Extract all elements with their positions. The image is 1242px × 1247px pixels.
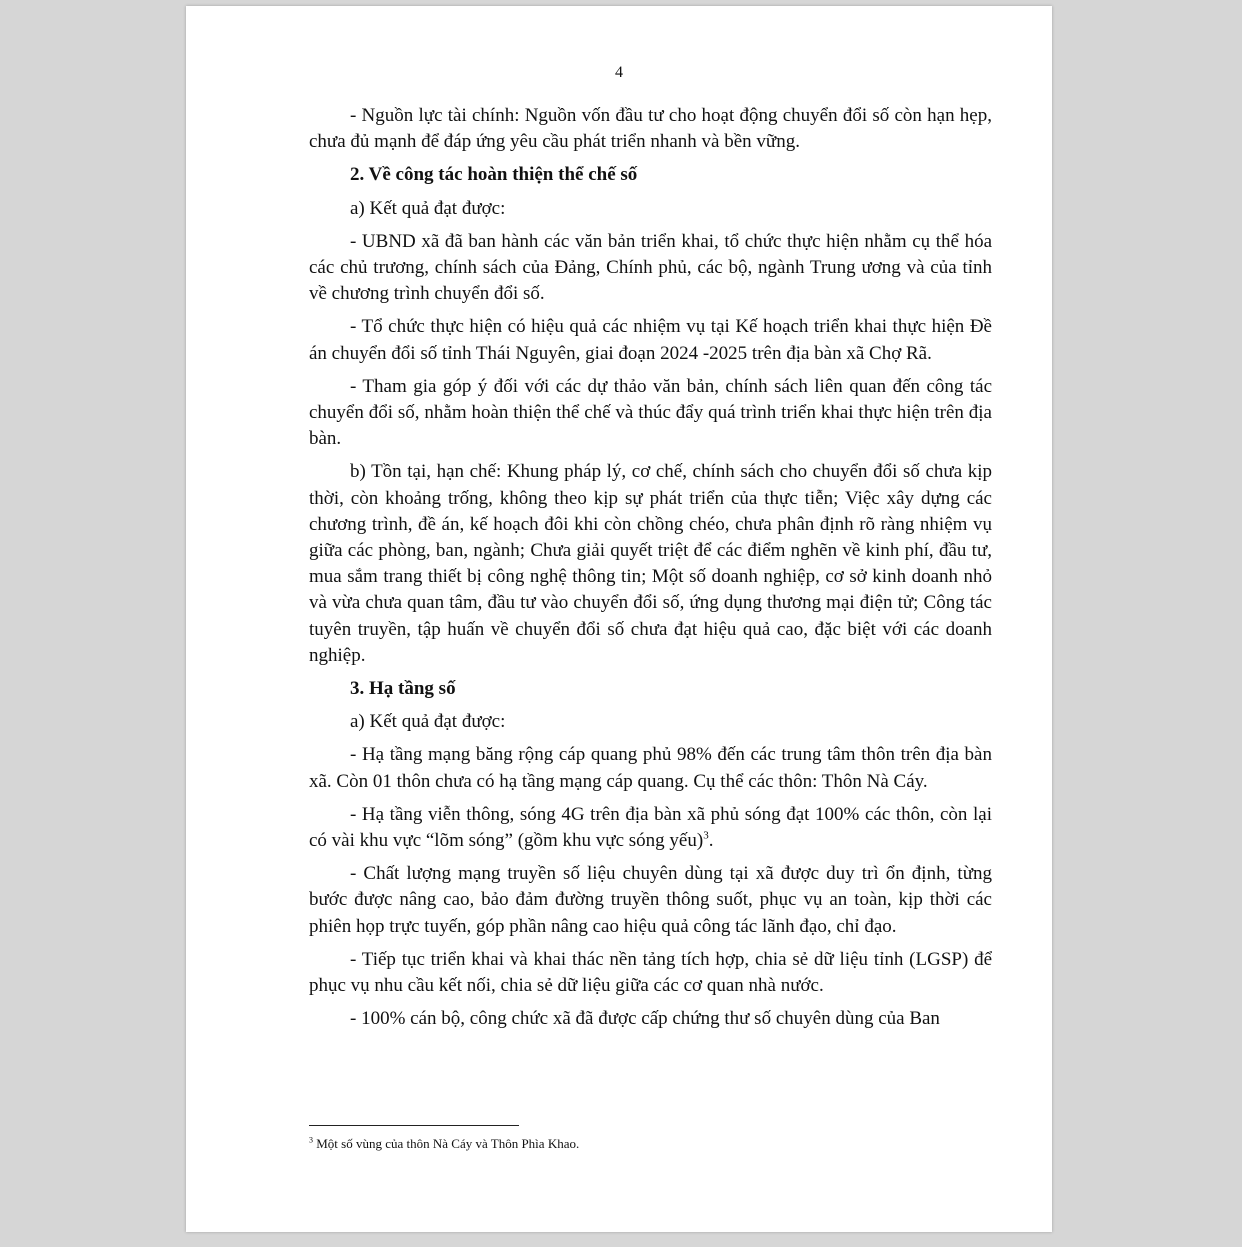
paragraph-draft-feedback: - Tham gia góp ý đối với các dự thảo văn bản, chính sách liên quan đến công tác chuyển đổi số, nhằm hoàn thiện thể chế và thúc đẩy quá trình triển khai thực hiện trên địa bàn. xyxy=(309,375,992,450)
footnote-text: Một số vùng của thôn Nà Cáy và Thôn Phìa Khao. xyxy=(313,1136,580,1151)
paragraph-lgsp-platform: - Tiếp tục triển khai và khai thác nền tảng tích hợp, chia sẻ dữ liệu tỉnh (LGSP) để phục vụ nhu cầu kết nối, chia sẻ dữ liệu giữa các cơ quan nhà nước. xyxy=(309,948,992,997)
footnote xyxy=(309,1136,579,1152)
paragraph-4g-period: . xyxy=(708,830,714,852)
subheading-results: a) Kết quả đạt được: xyxy=(350,197,506,219)
footnote-divider xyxy=(309,1125,519,1126)
footnote-reference[interactable]: 3 xyxy=(703,829,709,842)
paragraph-ubnd-documents: - UBND xã đã ban hành các văn bản triển khai, tổ chức thực hiện nhằm cụ thể hóa các chủ trương, chính sách của Đảng, Chính phủ, các bộ, ngành Trung ương và của tỉnh về chương trình chuyển đổi số. xyxy=(309,230,992,305)
section-heading-digital-infrastructure: 3. Hạ tầng số xyxy=(350,678,456,700)
page-number: 4 xyxy=(615,64,623,81)
footnote-marker: 3 xyxy=(309,1135,313,1145)
document-page xyxy=(186,6,1052,1232)
document-body xyxy=(309,103,992,1040)
paragraph-plan-implementation: - Tổ chức thực hiện có hiệu quả các nhiệm vụ tại Kế hoạch triển khai thực hiện Đề án chuyển đổi số tỉnh Thái Nguyên, giai đoạn 2024 -2025 trên địa bàn xã Chợ Rã. xyxy=(309,316,992,364)
paragraph-financial-resources: - Nguồn lực tài chính: Nguồn vốn đầu tư cho hoạt động chuyển đổi số còn hạn hẹp, chưa đủ mạnh để đáp ứng yêu cầu phát triển nhanh và bền vững. xyxy=(309,105,992,153)
paragraph-digital-certificates: - 100% cán bộ, công chức xã đã được cấp chứng thư số chuyên dùng của Ban xyxy=(350,1008,940,1030)
paragraph-limitations: b) Tồn tại, hạn chế: Khung pháp lý, cơ chế, chính sách cho chuyển đổi số chưa kịp thời, còn khoảng trống, không theo kịp sự phát triển của thực tiễn; Việc xây dựng các chương trình, đề án, kế hoạch đôi khi còn chồng chéo, chưa phân định rõ ràng nhiệm vụ giữa các phòng, ban, ngành; Chưa giải quyết triệt để các điểm nghẽn về kinh phí, đầu tư, mua sắm trang thiết bị công nghệ thông tin; Một số doanh nghiệp, cơ sở kinh doanh nhỏ và vừa chưa quan tâm, đầu tư vào chuyển đổi số, ứng dụng thương mại điện tử; Công tác tuyên truyền, tập huấn về chuyển đổi số chưa đạt hiệu quả cao, đặc biệt với các doanh nghiệp. xyxy=(309,461,992,666)
subheading-results-infrastructure: a) Kết quả đạt được: xyxy=(350,711,506,733)
paragraph-4g-coverage xyxy=(309,802,992,854)
paragraph-4g-text: - Hạ tầng viễn thông, sóng 4G trên địa bàn xã phủ sóng đạt 100% các thôn, còn lại có vài khu vực “lõm sóng” (gồm khu vực sóng yếu) xyxy=(309,803,992,852)
section-heading-digital-institutions: 2. Về công tác hoàn thiện thể chế số xyxy=(350,164,638,186)
paragraph-fiber-coverage: - Hạ tầng mạng băng rộng cáp quang phủ 98% đến các trung tâm thôn trên địa bàn xã. Còn 01 thôn chưa có hạ tầng mạng cáp quang. Cụ thể các thôn: Thôn Nà Cáy. xyxy=(309,744,992,792)
paragraph-data-network: - Chất lượng mạng truyền số liệu chuyên dùng tại xã được duy trì ổn định, từng bước được nâng cao, bảo đảm đường truyền thông suốt, phục vụ an toàn, kịp thời các phiên họp trực tuyến, góp phần nâng cao hiệu quả công tác lãnh đạo, chỉ đạo. xyxy=(309,863,992,937)
